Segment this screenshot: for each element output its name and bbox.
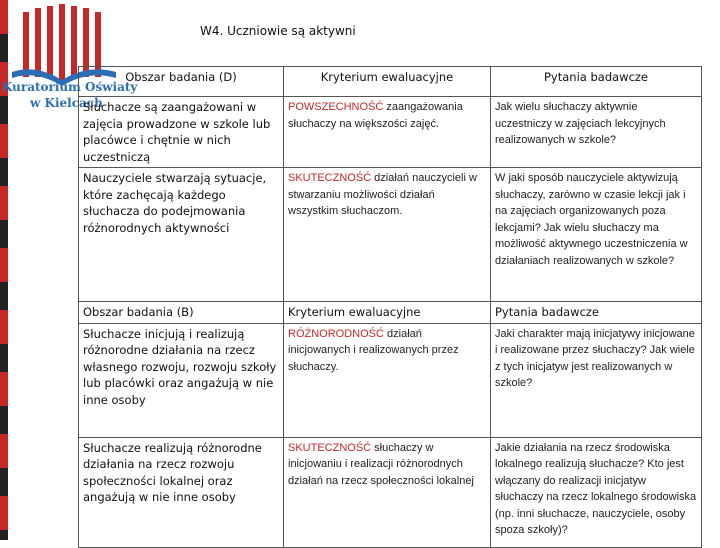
question-cell: Jak wielu słuchaczy aktywnie uczestniczy w zajęciach lekcyjnych realizowanych w szkole? <box>491 97 702 168</box>
header-questions: Pytania badawcze <box>491 67 702 97</box>
header-area-b: Obszar badania (B) <box>79 302 284 324</box>
criterion-cell <box>284 437 491 547</box>
criterion-cell <box>284 323 491 437</box>
section-a-header-row <box>79 67 702 97</box>
area-cell: Słuchacze inicjują i realizują różnorodne działania na rzecz własnego rozwoju, rozwoju szkoły lub placówki oraz angażują w nie inne osoby <box>79 323 284 437</box>
criterion-keyword: RÓŻNORODNOŚĆ <box>288 327 384 340</box>
section-b-header-row <box>79 302 702 324</box>
area-cell: Słuchacze realizują różnorodne działania na rzecz rozwoju społeczności lokalnej oraz angażują w nie inne osoby <box>79 437 284 547</box>
question-cell: W jaki sposób nauczyciele aktywizują słuchaczy, zarówno w czasie lekcji jak i na zajęciach organizowanych poza lekcjami? Jak wielu słuchaczy ma możliwość aktywnego uczestniczenia w działaniach realizowanych w szkole? <box>491 168 702 302</box>
criterion-cell <box>284 97 491 168</box>
logo-text-line1: Kuratorium Oświaty <box>2 80 138 94</box>
evaluation-table <box>78 66 702 548</box>
criterion-cell <box>284 168 491 302</box>
table-row <box>79 168 702 302</box>
criterion-text: działań nauczycieli w stwarzaniu możliwości działań wszystkim słuchaczom. <box>288 172 477 217</box>
table-row <box>79 437 702 547</box>
criterion-text: słuchaczy w inicjowaniu i realizacji różnorodnych działań na rzecz społeczności lokalnej <box>288 441 474 487</box>
area-cell: Słuchacze są zaangażowani w zajęcia prowadzone w szkole lub placówce i chętnie w nich uczestniczą <box>79 97 284 168</box>
area-cell: Nauczyciele stwarzają sytuacje, które zachęcają każdego słuchacza do podejmowania różnorodnych aktywności <box>79 168 284 302</box>
criterion-text: zaangażowania słuchaczy na większości zajęć. <box>288 101 463 130</box>
page-title: W4. Uczniowie są aktywni <box>200 24 356 38</box>
question-cell: Jakie działania na rzecz środowiska lokalnego realizują słuchacze? Kto jest włączany do realizacji inicjatyw słuchaczy na rzecz lokalnego środowiska (np. inni słuchacze, nauczyciele, osoby spoza szkoły)? <box>491 437 702 547</box>
table-row <box>79 323 702 437</box>
header-criterion: Kryterium ewaluacyjne <box>284 302 491 324</box>
table-row <box>79 97 702 168</box>
header-criterion: Kryterium ewaluacyjne <box>284 67 491 97</box>
criterion-keyword: SKUTECZNOŚĆ <box>288 172 372 184</box>
question-cell: Jaki charakter mają inicjatywy inicjowane i realizowane przez słuchaczy? Jak wiele z tych inicjatyw jest realizowanych w szkole? <box>491 323 702 437</box>
header-area-d: Obszar badania (D) <box>79 67 284 97</box>
header-questions: Pytania badawcze <box>491 302 702 324</box>
criterion-keyword: SKUTECZNOŚĆ <box>288 441 372 454</box>
logo-text-line2: w Kielcach <box>30 96 103 110</box>
criterion-text: działań inicjowanych i realizowanych przez słuchaczy. <box>288 327 459 373</box>
criterion-keyword: POWSZECHNOŚĆ <box>288 101 384 113</box>
